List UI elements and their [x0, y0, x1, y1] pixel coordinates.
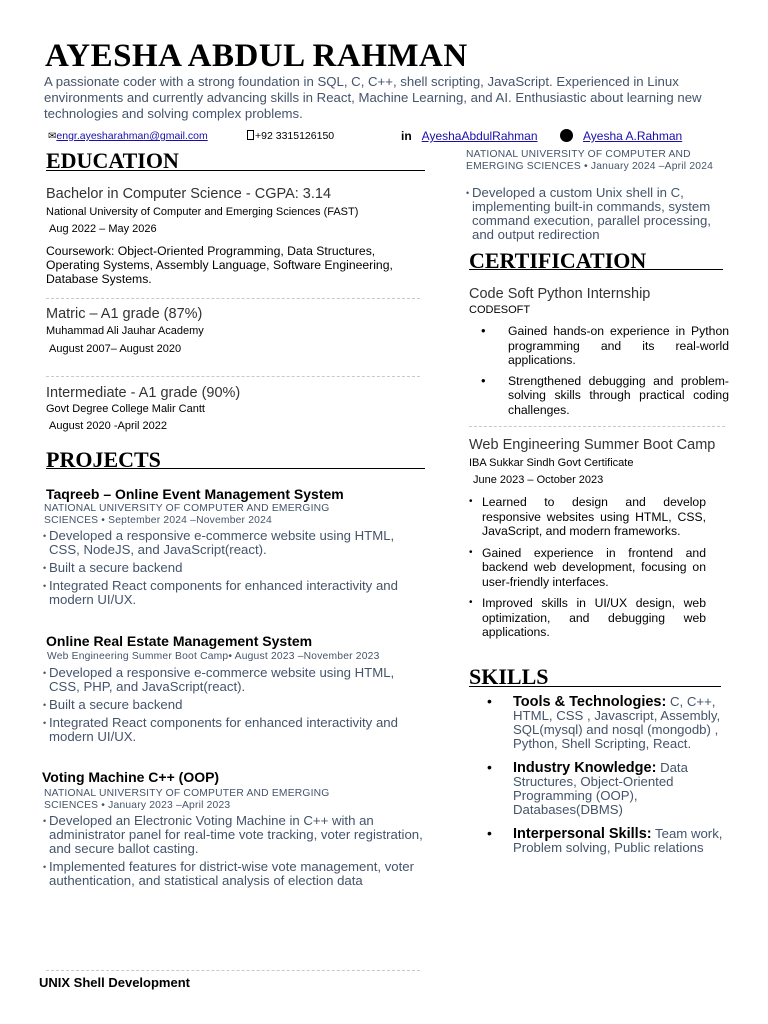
education-institution: National University of Computer and Emerging Sciences (FAST): [46, 206, 359, 218]
bullet-dot: •: [487, 759, 492, 775]
skills-heading: SKILLS: [469, 664, 549, 689]
bullet-dot: •: [469, 546, 473, 558]
project-title: UNIX Shell Development: [39, 975, 190, 990]
bullet-dot: •: [481, 372, 486, 388]
skill-item: • Interpersonal Skills: Team work, Problem solving, Public relations: [487, 825, 723, 855]
list-item: • Developed a responsive e-commerce website using HTML, CSS, PHP, and JavaScript(react).: [43, 665, 395, 694]
education-dates: August 2020 -April 2022: [49, 420, 168, 432]
project-subtitle: NATIONAL UNIVERSITY OF COMPUTER AND EMERGING SCIENCES • September 2024 –November 2024: [44, 503, 330, 526]
bullet-dot: •: [43, 668, 47, 678]
education-degree: Bachelor in Computer Science - CGPA: 3.14: [46, 186, 332, 202]
bullet-dot: •: [43, 816, 47, 826]
bullet-dot: •: [43, 563, 47, 573]
bullet-dot: •: [469, 496, 473, 507]
phone-contact: [247, 130, 334, 142]
certification-bullets: [469, 324, 729, 423]
education-degree: Intermediate - A1 grade (90%): [46, 385, 241, 401]
list-item: • Developed a responsive e-commerce website using HTML, CSS, NodeJS, and JavaScript(react).: [43, 528, 395, 557]
list-item: • Built a secure backend: [43, 560, 183, 575]
list-item: • Learned to design and develop responsive websites using HTML, CSS, JavaScript, and modern frameworks.: [469, 495, 706, 538]
bullet-dot: •: [487, 825, 492, 841]
certification-org: IBA Sukkar Sindh Govt Certificate: [469, 457, 634, 469]
certification-rule: [469, 269, 723, 270]
divider: [46, 970, 420, 971]
bullet-dot: •: [43, 700, 47, 710]
education-coursework: Coursework: Object-Oriented Programming, Data Structures, Operating Systems, Assembly Language, Software Engineering, Database Systems.: [46, 244, 393, 286]
education-dates: Aug 2022 – May 2026: [49, 223, 157, 235]
certification-dates: June 2023 – October 2023: [473, 474, 604, 486]
github-icon: [560, 129, 573, 142]
list-item: • Gained hands-on experience in Python programming and its real-world applications.: [481, 323, 729, 367]
bullet-dot: •: [469, 597, 473, 608]
bullet-dot: •: [466, 188, 470, 198]
skill-item: • Industry Knowledge: Data Structures, Object-Oriented Programming (OOP), Databases(DBMS): [487, 759, 688, 817]
phone-number: +92 3315126150: [255, 130, 335, 142]
education-dates: August 2007– August 2020: [49, 343, 182, 355]
certification-title: Web Engineering Summer Boot Camp: [469, 437, 716, 453]
linkedin-icon: in: [401, 129, 412, 143]
project-subtitle: NATIONAL UNIVERSITY OF COMPUTER AND EMERGING SCIENCES • January 2023 –April 2023: [44, 788, 330, 811]
project-title: Online Real Estate Management System: [46, 633, 313, 649]
divider: [469, 426, 725, 427]
candidate-name: AYESHA ABDUL RAHMAN: [45, 38, 468, 74]
list-item: • Improved skills in UI/UX design, web optimization, and debugging web applications.: [469, 596, 706, 639]
divider: [46, 298, 420, 299]
education-degree: Matric – A1 grade (87%): [46, 306, 203, 322]
projects-rule: [46, 468, 425, 469]
bullet-dot: •: [43, 862, 47, 872]
bullet-dot: •: [43, 581, 47, 591]
divider: [46, 376, 420, 377]
project-subtitle: Web Engineering Summer Boot Camp• August 2023 –November 2023: [47, 651, 380, 662]
list-item: • Strengthened debugging and problem-solving skills through practical coding challenges.: [481, 372, 729, 417]
bullet-dot: •: [43, 531, 47, 541]
skill-item: • Tools & Technologies: C, C++, HTML, CSS , Javascript, Assembly, SQL(mysql) and nosql (mongodb) , Python, Shell Scripting, React.: [487, 693, 721, 751]
project-title: Voting Machine C++ (OOP): [42, 769, 220, 785]
linkedin-contact[interactable]: [401, 129, 538, 143]
education-heading: EDUCATION: [46, 148, 179, 173]
list-item: • Developed an Electronic Voting Machine in C++ with an administrator panel for real-time vote tracking, voter registration, and secure ballot casting.: [43, 813, 423, 856]
certification-heading: CERTIFICATION: [469, 248, 647, 273]
github-contact[interactable]: [560, 129, 682, 143]
project-bullets: [43, 666, 423, 748]
phone-icon: [247, 130, 254, 140]
list-item: • Developed a custom Unix shell in C, implementing built-in commands, system command execution, parallel processing, and output redirection: [466, 185, 711, 242]
project-subtitle: NATIONAL UNIVERSITY OF COMPUTER AND EMERGING SCIENCES • January 2024 –April 2024: [466, 149, 714, 172]
education-institution: Muhammad Ali Jauhar Academy: [46, 325, 204, 337]
project-bullets: [43, 529, 423, 611]
project-title: Taqreeb – Online Event Management System: [46, 486, 344, 502]
skills-rule: [469, 686, 721, 687]
list-item: • Implemented features for district-wise vote management, voter authentication, and statistical analysis of election data: [43, 859, 415, 888]
skills-list: [469, 695, 729, 865]
profile-summary: A passionate coder with a strong foundation in SQL, C, C++, shell scripting, JavaScript. Experienced in Linux environments and currently advancing skills in React, Machine Learning, and AI. Enthusiastic about learning new technologies and solving complex problems.: [44, 74, 702, 121]
bullet-dot: •: [481, 323, 486, 338]
certification-bullets: [469, 495, 706, 647]
list-item: • Integrated React components for enhanced interactivity and modern UI/UX.: [43, 715, 398, 744]
certification-org: CODESOFT: [469, 304, 531, 316]
education-institution: Govt Degree College Malir Cantt: [46, 403, 205, 415]
bullet-dot: •: [487, 693, 492, 709]
project-bullets: [43, 814, 425, 892]
list-item: • Gained experience in frontend and backend web development, focusing on user-friendly interfaces.: [469, 545, 706, 589]
list-item: • Built a secure backend: [43, 697, 183, 712]
linkedin-link[interactable]: AyeshaAbdulRahman: [421, 129, 538, 143]
email-contact[interactable]: [48, 130, 208, 142]
list-item: • Integrated React components for enhanced interactivity and modern UI/UX.: [43, 578, 398, 607]
email-link[interactable]: engr.ayesharahman@gmail.com: [56, 130, 208, 142]
project-bullets: [466, 186, 736, 246]
projects-heading: PROJECTS: [46, 447, 161, 472]
envelope-icon: ✉: [48, 131, 57, 142]
bullet-dot: •: [43, 718, 47, 728]
github-link[interactable]: Ayesha A.Rahman: [583, 129, 683, 143]
education-rule: [46, 170, 425, 171]
certification-title: Code Soft Python Internship: [469, 286, 651, 302]
